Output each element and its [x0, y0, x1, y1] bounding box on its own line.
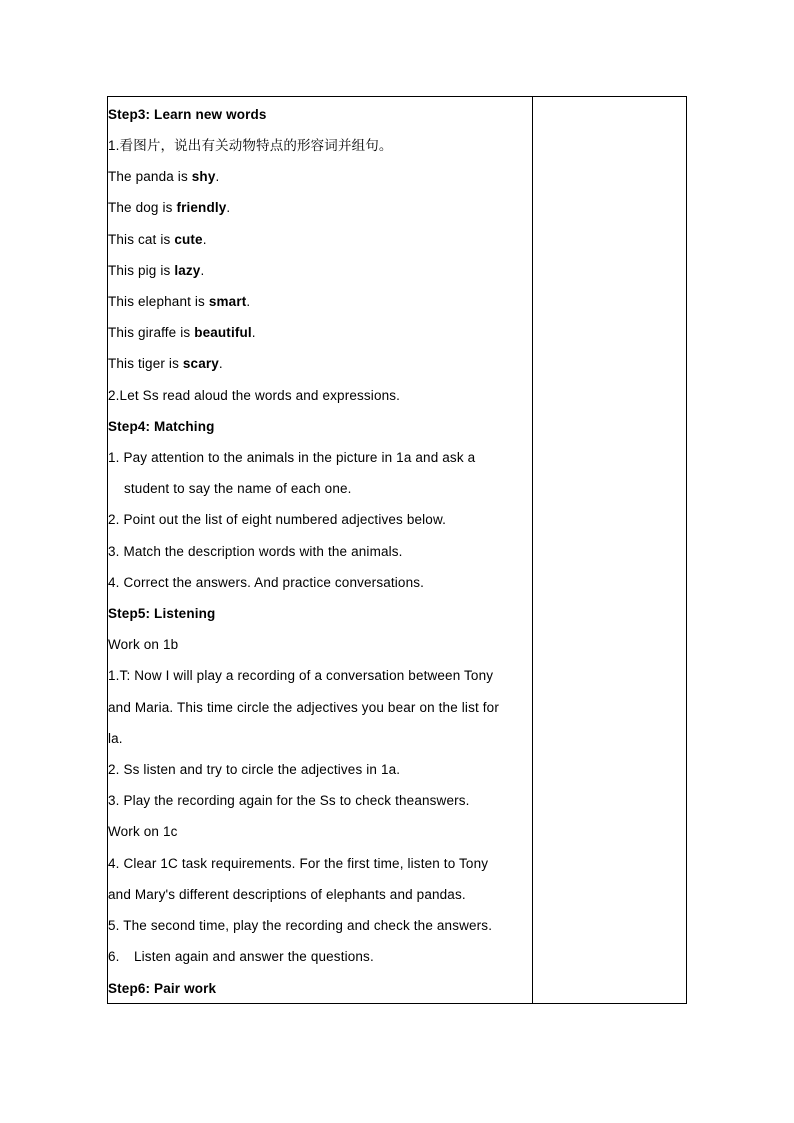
sentence-line: This elephant is smart. [108, 294, 251, 309]
step5-item6-number: 6. [108, 949, 120, 964]
step4-item4: 4. Correct the answers. And practice conversations. [108, 575, 425, 590]
step3-instruction: 1.看图片，说出有关动物特点的形容词并组句。 [108, 138, 393, 153]
step5-work-1b: Work on 1b [108, 637, 179, 652]
step4-item3: 3. Match the description words with the animals. [108, 544, 403, 559]
step3-item2: 2.Let Ss read aloud the words and expressions. [108, 388, 401, 403]
step5-item5: 5. The second time, play the recording and check the answers. [108, 918, 493, 933]
step5-work-1c: Work on 1c [108, 824, 178, 839]
step4-item2: 2. Point out the list of eight numbered adjectives below. [108, 512, 447, 527]
column-divider [532, 97, 533, 1003]
sentence-line: This tiger is scary. [108, 356, 223, 371]
sentence-line: This pig is lazy. [108, 263, 205, 278]
step5-item1: 1.T: Now I will play a recording of a conversation between Tony [108, 668, 494, 683]
step6-title: Step6: Pair work [108, 981, 217, 996]
step5-item2: 2. Ss listen and try to circle the adjectives in 1a. [108, 762, 401, 777]
step4-title: Step4: Matching [108, 419, 215, 434]
step5-item3: 3. Play the recording again for the Ss to check theanswers. [108, 793, 470, 808]
step5-item1-cont: and Maria. This time circle the adjectives you bear on the list for [108, 700, 499, 715]
step5-item4-cont: and Mary's different descriptions of elephants and pandas. [108, 887, 466, 902]
step4-item1-cont: student to say the name of each one. [124, 481, 352, 496]
step5-item6-text: Listen again and answer the questions. [134, 949, 374, 964]
step5-title: Step5: Listening [108, 606, 216, 621]
sentence-line: This cat is cute. [108, 232, 207, 247]
step5-item6 [108, 941, 374, 972]
step4-item1: 1. Pay attention to the animals in the picture in 1a and ask a [108, 450, 476, 465]
sentence-line: This giraffe is beautiful. [108, 325, 256, 340]
step5-item4: 4. Clear 1C task requirements. For the first time, listen to Tony [108, 856, 489, 871]
sentence-line: The dog is friendly. [108, 200, 231, 215]
lesson-table [107, 96, 687, 1004]
step5-item1-end: la. [108, 731, 123, 746]
step3-title: Step3: Learn new words [108, 107, 267, 122]
sentence-line: The panda is shy. [108, 169, 220, 184]
